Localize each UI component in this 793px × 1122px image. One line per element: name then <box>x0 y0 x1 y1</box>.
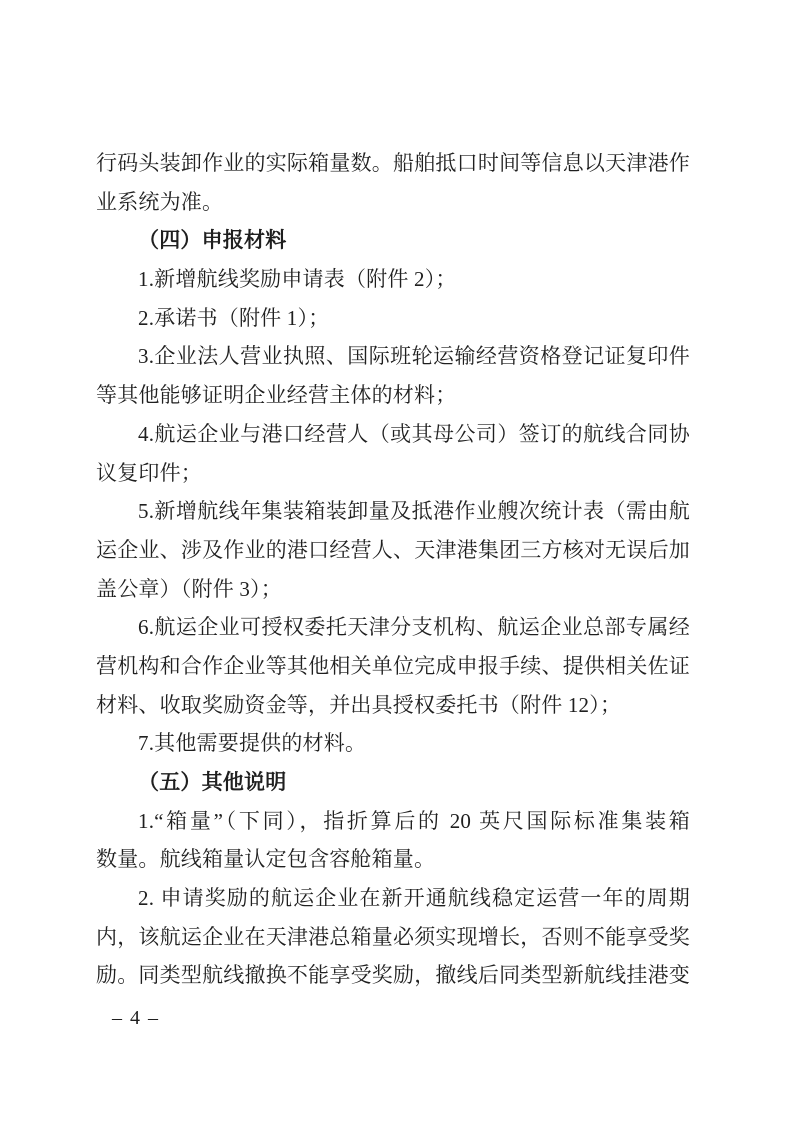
note-item-2-continuation-2: 励。同类型航线撤换不能享受奖励，撤线后同类型新航线挂港变 <box>96 963 690 988</box>
text-line-02: 业系统为准。 <box>96 189 224 214</box>
list-item-6: 6.航运企业可授权委托天津分支机构、航运企业总部专属经 <box>138 615 690 640</box>
list-item-6-continuation-2: 材料、收取奖励资金等，并出具授权委托书（附件 12）； <box>96 692 622 717</box>
list-item-1: 1.新增航线奖励申请表（附件 2）； <box>138 267 457 292</box>
page-number: – 4 – <box>112 1007 158 1029</box>
list-item-4: 4.航运企业与港口经营人（或其母公司）签订的航线合同协 <box>138 421 690 446</box>
section-heading-5-other-notes: （五）其他说明 <box>138 770 287 794</box>
list-item-5-continuation-2: 盖公章）（附件 3）； <box>96 576 282 601</box>
list-item-5-continuation-1: 运企业、涉及作业的港口经营人、天津港集团三方核对无误后加 <box>96 537 690 562</box>
list-item-3: 3.企业法人营业执照、国际班轮运输经营资格登记证复印件 <box>138 344 690 369</box>
note-item-2: 2. 申请奖励的航运企业在新开通航线稳定运营一年的周期 <box>138 886 690 911</box>
list-item-2: 2.承诺书（附件 1）； <box>138 305 330 330</box>
list-item-4-continuation: 议复印件； <box>96 460 202 485</box>
document-text-block <box>96 144 690 995</box>
section-heading-4-application-materials: （四）申报材料 <box>138 228 287 253</box>
text-line-01: 行码头装卸作业的实际箱量数。船舶抵口时间等信息以天津港作 <box>96 151 690 175</box>
note-item-1: 1.“箱量”（下同），指折算后的 20 英尺国际标准集装箱 <box>138 808 690 833</box>
note-item-1-continuation: 数量。航线箱量认定包含容舱箱量。 <box>96 847 436 872</box>
list-item-6-continuation-1: 营机构和合作企业等其他相关单位完成申报手续、提供相关佐证 <box>96 653 690 678</box>
note-item-2-continuation-1: 内，该航运企业在天津港总箱量必须实现增长，否则不能享受奖 <box>96 924 690 949</box>
list-item-7: 7.其他需要提供的材料。 <box>138 731 367 756</box>
list-item-3-continuation: 等其他能够证明企业经营主体的材料； <box>96 383 457 408</box>
list-item-5: 5.新增航线年集装箱装卸量及抵港作业艘次统计表（需由航 <box>138 499 690 524</box>
